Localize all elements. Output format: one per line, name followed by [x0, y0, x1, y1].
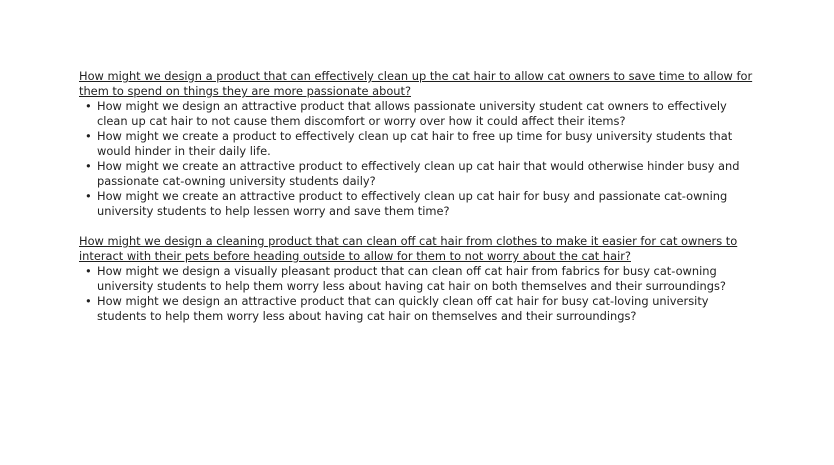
list-item-text: How might we design an attractive product that can quickly clean off cat hair for busy cat-loving university students to help them worry less about having cat hair on themselves and their surroundings? [97, 294, 709, 323]
hmw-heading-2: How might we design a cleaning product that can clean off cat hair from clothes to make it easier for cat owners to interact with their pets before heading outside to allow for them to not worry about the cat hair? [79, 234, 738, 263]
list-item [79, 129, 759, 159]
list-item [79, 99, 759, 129]
list-item [79, 189, 759, 219]
bullet-icon: • [85, 99, 92, 113]
bullet-icon: • [85, 129, 92, 143]
list-item [79, 294, 759, 324]
list-item-text: How might we create a product to effectively clean up cat hair to free up time for busy university students that would hinder in their daily life. [97, 129, 733, 158]
bullet-icon: • [85, 159, 92, 173]
bullet-icon: • [85, 294, 92, 308]
bullet-icon: • [85, 189, 92, 203]
list-item-text: How might we design an attractive product that allows passionate university student cat owners to effectively clean up cat hair to not cause them discomfort or worry over how it could affect their items? [97, 99, 727, 128]
list-item-text: How might we create an attractive product to effectively clean up cat hair for busy and passionate cat-owning university students to help lessen worry and save them time? [97, 189, 728, 218]
hmw-heading-1: How might we design a product that can effectively clean up the cat hair to allow cat owners to save time to allow for them to spend on things they are more passionate about? [79, 69, 753, 98]
list-item-text: How might we design a visually pleasant product that can clean off cat hair from fabrics for busy cat-owning university students to help them worry less about having cat hair on both themselves and their surroundings? [97, 264, 726, 293]
list-item [79, 159, 759, 189]
slide-content [79, 69, 759, 324]
hmw-list-2 [79, 264, 759, 324]
list-item-text: How might we create an attractive product to effectively clean up cat hair that would otherwise hinder busy and passionate cat-owning university students daily? [97, 159, 740, 188]
list-item [79, 264, 759, 294]
bullet-icon: • [85, 264, 92, 278]
hmw-list-1 [79, 99, 759, 219]
